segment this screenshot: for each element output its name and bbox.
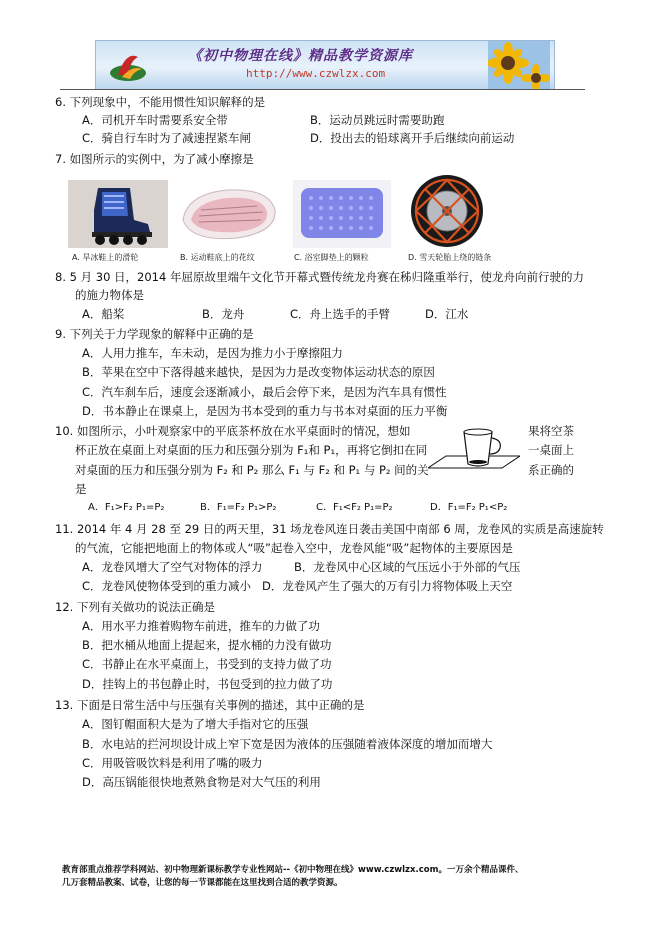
q10-option-b: B．F₁=F₂ P₁>P₂	[200, 502, 277, 513]
q9-option-c: C．汽车刹车后，速度会逐渐减小，最后会停下来，是因为汽车具有惯性	[82, 385, 447, 399]
q11-option-a: A．龙卷风增大了空气对物体的浮力	[82, 560, 263, 574]
q10-line1: 10. 如图所示，小叶观察家中的平底茶杯放在水平桌面时的情况，想如	[55, 424, 411, 438]
q12-stem: 12. 下列有关做功的说法正确是	[55, 600, 215, 614]
sneaker-sole-image	[177, 180, 280, 248]
site-logo-icon	[108, 47, 148, 85]
q13-option-b: B．水电站的拦河坝设计成上窄下宽是因为液体的压强随着液体深度的增加而增大	[82, 737, 493, 751]
q11-option-c: C．龙卷风使物体受到的重力减小	[82, 579, 252, 593]
q11-option-d: D．龙卷风产生了强大的万有引力将物体吸上天空	[262, 579, 513, 593]
q6-option-d: D．投出去的铅球离开手后继续向前运动	[310, 131, 515, 145]
q10-line3-right: 系正确的	[528, 463, 574, 477]
q11-stem-line1: 11. 2014 年 4 月 28 至 29 日的两天里，31 场龙卷风连日袭击美国中南部 6 周，龙卷风的实质是高速旋转	[55, 522, 604, 536]
sunflower-icon	[488, 41, 550, 89]
q6-stem: 6. 下列现象中，不能用惯性知识解释的是	[55, 95, 266, 109]
q7-stem: 7. 如图所示的实例中，为了减小摩擦是	[55, 152, 254, 166]
q10-option-d: D．F₁=F₂ P₁<P₂	[430, 502, 508, 513]
q6-option-a: A．司机开车时需要系安全带	[82, 113, 228, 127]
q13-option-c: C．用吸管吸饮料是利用了嘴的吸力	[82, 756, 263, 770]
q9-option-b: B．苹果在空中下落得越来越快，是因为力是改变物体运动状态的原因	[82, 365, 435, 379]
q11-stem-line2: 的气流，它能把地面上的物体或人“吸”起卷入空中，龙卷风能“吸”起物体的主要原因是	[75, 541, 513, 555]
q9-stem: 9. 下列关于力学现象的解释中正确的是	[55, 327, 254, 341]
q8-option-d: D．江水	[425, 307, 469, 321]
page-footer	[62, 864, 523, 890]
q10-line3: 对桌面的压力和压强分别为 F₂ 和 P₂ 那么 F₁ 与 F₂ 和 P₁ 与 P₂ 间的关	[75, 463, 429, 477]
bath-mat-image	[293, 180, 391, 248]
q13-stem: 13. 下面是日常生活中与压强有关事例的描述，其中正确的是	[55, 698, 365, 712]
banner-title: 《初中物理在线》精品教学资源库	[188, 48, 413, 64]
q12-option-b: B．把水桶从地面上提起来，提水桶的力没有做功	[82, 638, 332, 652]
q13-option-d: D．高压锅能很快地煮熟食物是对大气压的利用	[82, 775, 321, 789]
q7-caption-d: D. 雪天轮胎上绕的链条	[408, 253, 492, 262]
cup-on-table-diagram	[428, 428, 520, 480]
q13-option-a: A．图钉帽面积大是为了增大手指对它的压强	[82, 717, 309, 731]
q10-option-c: C．F₁<F₂ P₁=P₂	[316, 502, 393, 513]
q10-line1-right: 果将空茶	[528, 424, 574, 438]
q8-stem-line1: 8. 5 月 30 日，2014 年屈原故里端午文化节开幕式暨传统龙舟赛在秭归隆重举行，使龙舟向前行驶的力	[55, 270, 584, 284]
header-banner	[95, 40, 555, 90]
q6-option-b: B．运动员跳远时需要助跑	[310, 113, 445, 127]
q6-option-c: C．骑自行车时为了减速捏紧车闸	[82, 131, 252, 145]
q12-option-d: D．挂钩上的书包静止时，书包受到的拉力做了功	[82, 677, 333, 691]
q8-option-b: B．龙舟	[202, 307, 245, 321]
q10-line2: 杯正放在桌面上对桌面的压力和压强分别为 F₁和 P₁，再将它倒扣在同	[75, 443, 428, 457]
q8-option-a: A．船桨	[82, 307, 125, 321]
q7-caption-c: C. 浴室脚垫上的颗粒	[294, 253, 369, 262]
q9-option-d: D．书本静止在课桌上，是因为书本受到的重力与书本对桌面的压力平衡	[82, 404, 448, 418]
q8-option-c: C．舟上选手的手臂	[290, 307, 391, 321]
roller-skate-image	[68, 180, 168, 248]
banner-url: http://www.czwlzx.com	[246, 67, 386, 80]
q10-line2-right: 一桌面上	[528, 443, 574, 457]
q10-option-a: A．F₁>F₂ P₁=P₂	[88, 502, 165, 513]
q9-option-a: A．人用力推车，车未动，是因为推力小于摩擦阻力	[82, 346, 343, 360]
q12-option-a: A．用水平力推着购物车前进，推车的力做了功	[82, 619, 320, 633]
q8-stem-line2: 的施力物体是	[75, 288, 144, 302]
tire-chain-image	[405, 173, 489, 249]
footer-line1: 教育部重点推荐学科网站、初中物理新课标教学专业性网站--《初中物理在线》www.czwlzx.com。一万余个精品课件、	[62, 865, 524, 875]
q10-line4: 是	[75, 482, 87, 496]
q7-caption-a: A. 旱冰鞋上的滑轮	[72, 253, 139, 262]
q7-caption-b: B. 运动鞋底上的花纹	[180, 253, 255, 262]
footer-line2: 几万套精品教案、试卷，让您的每一节课都能在这里找到合适的教学资源。	[62, 878, 343, 888]
q11-option-b: B．龙卷风中心区域的气压远小于外部的气压	[294, 560, 521, 574]
header-divider	[60, 89, 585, 90]
q12-option-c: C．书静止在水平桌面上，书受到的支持力做了功	[82, 657, 332, 671]
